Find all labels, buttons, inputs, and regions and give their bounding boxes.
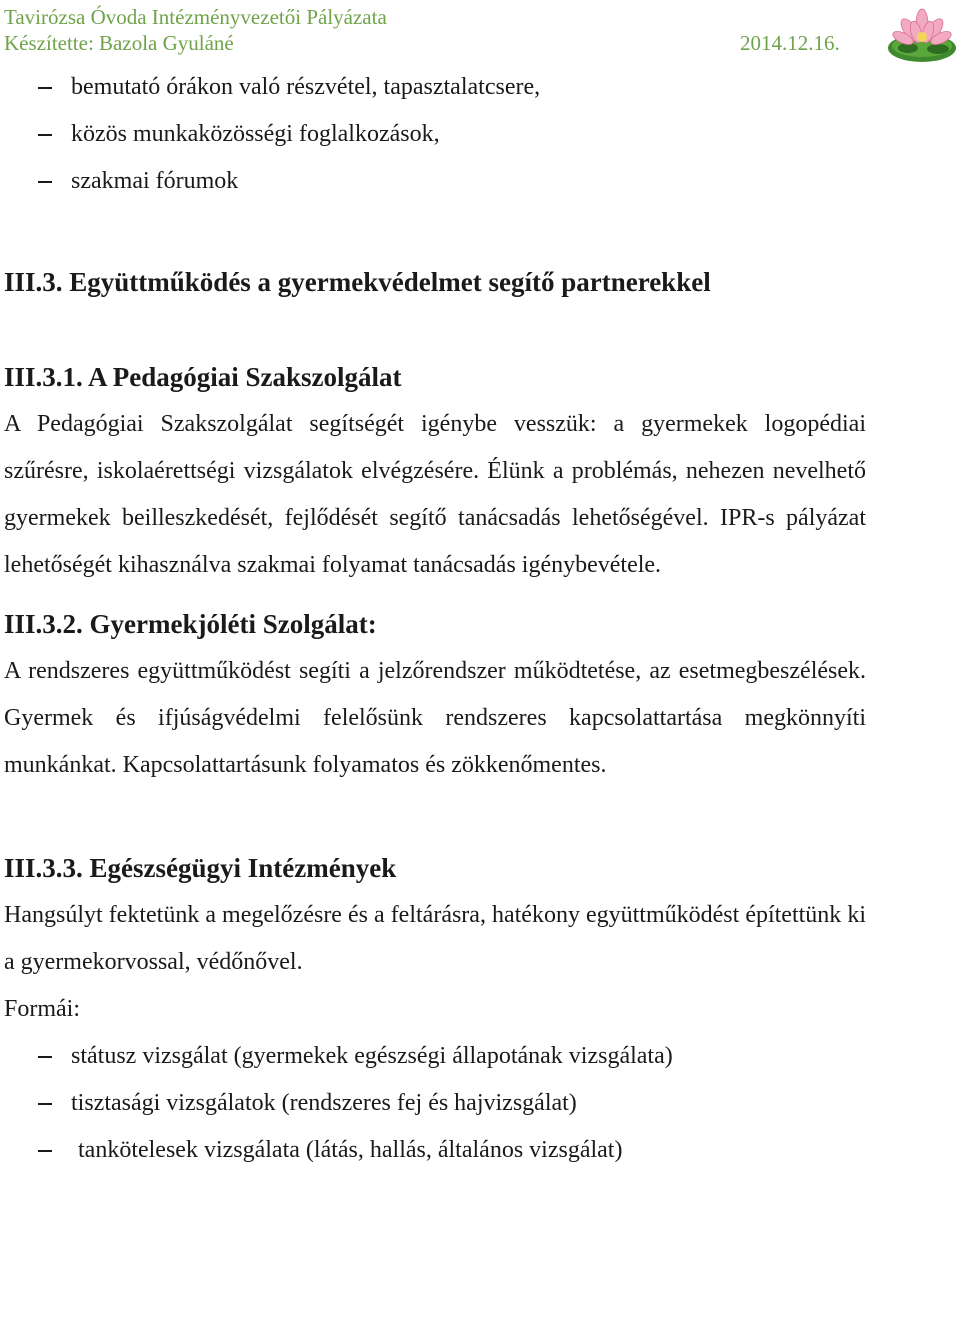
header-title: Tavirózsa Óvoda Intézményvezetői Pályázata <box>4 5 387 29</box>
dash-bullet-icon <box>38 1150 52 1152</box>
header-author: Készítette: Bazola Gyuláné <box>4 31 234 55</box>
subsection-2-paragraph: A rendszeres együttműködést segíti a jelzőrendszer működtetése, az esetmegbeszélések. Gyermek és ifjúságvédelmi felelősünk rendszeres kapcsolattartása megkönnyíti munkánkat. Kapcsolattartásunk folyamatos és zökkenőmentes. <box>4 658 866 778</box>
list-item-text: bemutató órákon való részvétel, tapasztalatcsere, <box>71 74 541 100</box>
water-lily-logo-icon <box>886 4 958 64</box>
list-item <box>4 1127 866 1174</box>
list-item-text: közös munkaközösségi foglalkozások, <box>71 121 440 147</box>
list-item-text: szakmai fórumok <box>71 168 239 194</box>
document-body <box>4 64 866 1174</box>
dash-bullet-icon <box>38 181 52 183</box>
subsection-heading-2: III.3.2. Gyermekjóléti Szolgálat: <box>4 609 377 639</box>
section-heading: III.3. Együttműködés a gyermekvédelmet segítő partnerekkel <box>4 267 711 297</box>
list-item <box>4 158 866 205</box>
list-item <box>4 111 866 158</box>
subsection-heading-3: III.3.3. Egészségügyi Intézmények <box>4 853 397 883</box>
forms-label: Formái: <box>4 996 80 1022</box>
list-item-text: státusz vizsgálat (gyermekek egészségi állapotának vizsgálata) <box>71 1043 673 1069</box>
list-item-text: tankötelesek vizsgálata (látás, hallás, általános vizsgálat) <box>78 1137 623 1163</box>
subsection-heading-1: III.3.1. A Pedagógiai Szakszolgálat <box>4 362 402 392</box>
list-item <box>4 1080 866 1127</box>
subsection-3-paragraph: Hangsúlyt fektetünk a megelőzésre és a feltárásra, hatékony együttműködést építettünk ki a gyermekorvossal, védőnővel. <box>4 902 866 975</box>
dash-bullet-icon <box>38 134 52 136</box>
header-date: 2014.12.16. <box>740 31 840 55</box>
list-item-text: tisztasági vizsgálatok (rendszeres fej és hajvizsgálat) <box>71 1090 577 1116</box>
dash-bullet-icon <box>38 1103 52 1105</box>
dash-bullet-icon <box>38 1056 52 1058</box>
dash-bullet-icon <box>38 87 52 89</box>
list-item <box>4 64 866 111</box>
list-item <box>4 1033 866 1080</box>
page-header <box>0 0 960 62</box>
subsection-1-paragraph: A Pedagógiai Szakszolgálat segítségét igénybe vesszük: a gyermekek logopédiai szűrésre, iskolaérettségi vizsgálatok elvégzésére. Élünk a problémás, nehezen nevelhető gyermekek beilleszkedését, fejlődését segítő tanácsadás lehetőségével. IPR-s pályázat lehetőségét kihasználva szakmai folyamat tanácsadás igénybevétele. <box>4 411 866 578</box>
